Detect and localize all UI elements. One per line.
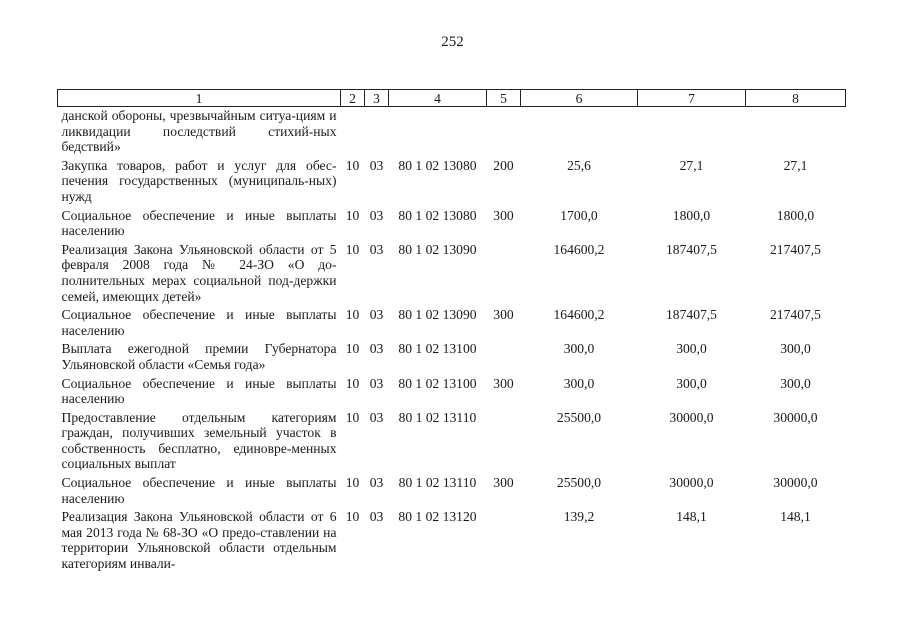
table-row <box>58 508 846 573</box>
row-section: 10 <box>345 409 360 425</box>
row-description: данской обороны, чрезвычайным ситуа-циям и ликвидации последствий стихий-ных бедствий» <box>61 108 337 155</box>
row-amount-col8: 1800,0 <box>776 207 815 223</box>
row-subsection: 03 <box>369 307 384 323</box>
row-expense-type <box>487 508 521 573</box>
row-amount-col7: 148,1 <box>676 509 707 525</box>
row-target-code: 80 1 02 13080 <box>398 207 477 223</box>
row-amount-col6: 300,0 <box>563 341 595 357</box>
row-subsection <box>365 107 389 157</box>
row-description: Выплата ежегодной премии Губернатора Ульяновской области «Семья года» <box>61 341 337 372</box>
row-amount-col7: 30000,0 <box>669 409 714 425</box>
row-amount-col7: 1800,0 <box>672 207 711 223</box>
row-section: 10 <box>345 307 360 323</box>
table-row <box>58 207 846 241</box>
header-cell-8: 8 <box>746 90 846 107</box>
row-target-code: 80 1 02 13100 <box>398 375 477 391</box>
row-description: Социальное обеспечение и иные выплаты населению <box>61 475 337 506</box>
row-amount-col6: 1700,0 <box>560 207 598 223</box>
row-subsection: 03 <box>369 509 384 525</box>
row-target-code: 80 1 02 13110 <box>398 475 477 491</box>
row-expense-type <box>487 107 521 157</box>
row-amount-col6: 164600,2 <box>553 307 605 323</box>
row-amount-col8: 217407,5 <box>770 307 821 323</box>
table-row <box>58 157 846 207</box>
row-section: 10 <box>345 157 360 173</box>
row-target-code: 80 1 02 13090 <box>398 307 477 323</box>
row-amount-col8: 148,1 <box>780 509 811 525</box>
row-description: Предоставление отдельным категориям граждан, получивших земельный участок в собственность бесплатно, единовре-менных социальных выплат <box>61 409 337 472</box>
row-amount-col7: 187407,5 <box>666 307 717 323</box>
row-section: 10 <box>345 375 360 391</box>
row-subsection: 03 <box>369 341 384 357</box>
header-cell-3: 3 <box>365 90 389 107</box>
row-amount-col8: 27,1 <box>783 157 808 173</box>
row-subsection: 03 <box>369 409 384 425</box>
row-amount-col8: 300,0 <box>780 375 811 391</box>
row-section: 10 <box>345 341 360 357</box>
row-amount-col7: 30000,0 <box>669 475 714 491</box>
row-amount-col7: 187407,5 <box>666 241 717 257</box>
row-section: 10 <box>345 475 360 491</box>
row-target-code: 80 1 02 13110 <box>398 409 477 425</box>
row-amount-col8: 217407,5 <box>770 241 821 257</box>
row-amount-col7: 27,1 <box>679 157 704 173</box>
table-row <box>58 474 846 508</box>
table-row <box>58 409 846 474</box>
row-section: 10 <box>345 207 360 223</box>
row-target-code: 80 1 02 13090 <box>398 241 477 257</box>
budget-table <box>57 89 846 574</box>
row-section <box>341 107 365 157</box>
row-description: Закупка товаров, работ и услуг для обес-печения государственных (муниципаль-ных) нужд <box>61 157 337 204</box>
row-target-code: 80 1 02 13100 <box>398 341 477 357</box>
row-expense-type <box>487 340 521 374</box>
header-cell-6: 6 <box>521 90 638 107</box>
header-cell-5: 5 <box>487 90 521 107</box>
row-amount-col7: 300,0 <box>676 375 707 391</box>
row-amount-col8: 300,0 <box>780 341 811 357</box>
header-cell-2: 2 <box>341 90 365 107</box>
row-amount-col6: 25,6 <box>567 157 591 173</box>
row-subsection: 03 <box>369 241 384 257</box>
header-cell-7: 7 <box>638 90 746 107</box>
row-section: 10 <box>345 509 360 525</box>
row-description: Социальное обеспечение и иные выплаты населению <box>61 207 337 239</box>
table-row <box>58 241 846 306</box>
header-cell-1: 1 <box>58 90 341 107</box>
row-amount-col7: 300,0 <box>676 341 707 357</box>
row-amount-col6: 164600,2 <box>553 241 605 257</box>
row-amount-col6: 25500,0 <box>556 409 602 425</box>
row-section: 10 <box>345 241 360 257</box>
row-expense-type <box>487 241 521 306</box>
row-expense-type: 200 <box>493 157 514 173</box>
page-number: 252 <box>441 34 464 50</box>
row-description: Реализация Закона Ульяновской области от 6 мая 2013 года № 68-ЗО «О предо-ставлении на территории Ульяновской области отдельным категориям инвали- <box>61 509 337 572</box>
header-row <box>58 90 846 107</box>
row-amount-col6: 300,0 <box>563 375 595 391</box>
table-row <box>58 107 846 157</box>
row-subsection: 03 <box>369 157 384 173</box>
row-target-code: 80 1 02 13080 <box>398 157 477 173</box>
row-description: Социальное обеспечение и иные выплаты населению <box>61 307 337 338</box>
row-target-code <box>389 107 487 157</box>
header-cell-4: 4 <box>389 90 487 107</box>
row-subsection: 03 <box>369 207 384 223</box>
row-amount-col6 <box>521 107 638 157</box>
row-amount-col8 <box>746 107 846 157</box>
row-expense-type: 300 <box>493 475 514 491</box>
table-row <box>58 375 846 409</box>
table-row <box>58 306 846 340</box>
row-amount-col8: 30000,0 <box>773 475 818 491</box>
row-expense-type: 300 <box>493 375 514 391</box>
row-expense-type <box>487 409 521 474</box>
row-amount-col6: 25500,0 <box>556 475 602 491</box>
row-amount-col8: 30000,0 <box>773 409 818 425</box>
row-description: Социальное обеспечение и иные выплаты населению <box>61 375 337 407</box>
row-expense-type: 300 <box>493 207 514 223</box>
table-row <box>58 340 846 374</box>
row-amount-col7 <box>638 107 746 157</box>
row-subsection: 03 <box>369 375 384 391</box>
row-expense-type: 300 <box>493 307 514 323</box>
row-subsection: 03 <box>369 475 384 491</box>
row-target-code: 80 1 02 13120 <box>398 509 477 525</box>
row-amount-col6: 139,2 <box>563 509 595 525</box>
row-description: Реализация Закона Ульяновской области от 5 февраля 2008 года № 24-ЗО «О до-полнительных мерах социальной под-держки семей, имеющих детей» <box>61 241 337 304</box>
